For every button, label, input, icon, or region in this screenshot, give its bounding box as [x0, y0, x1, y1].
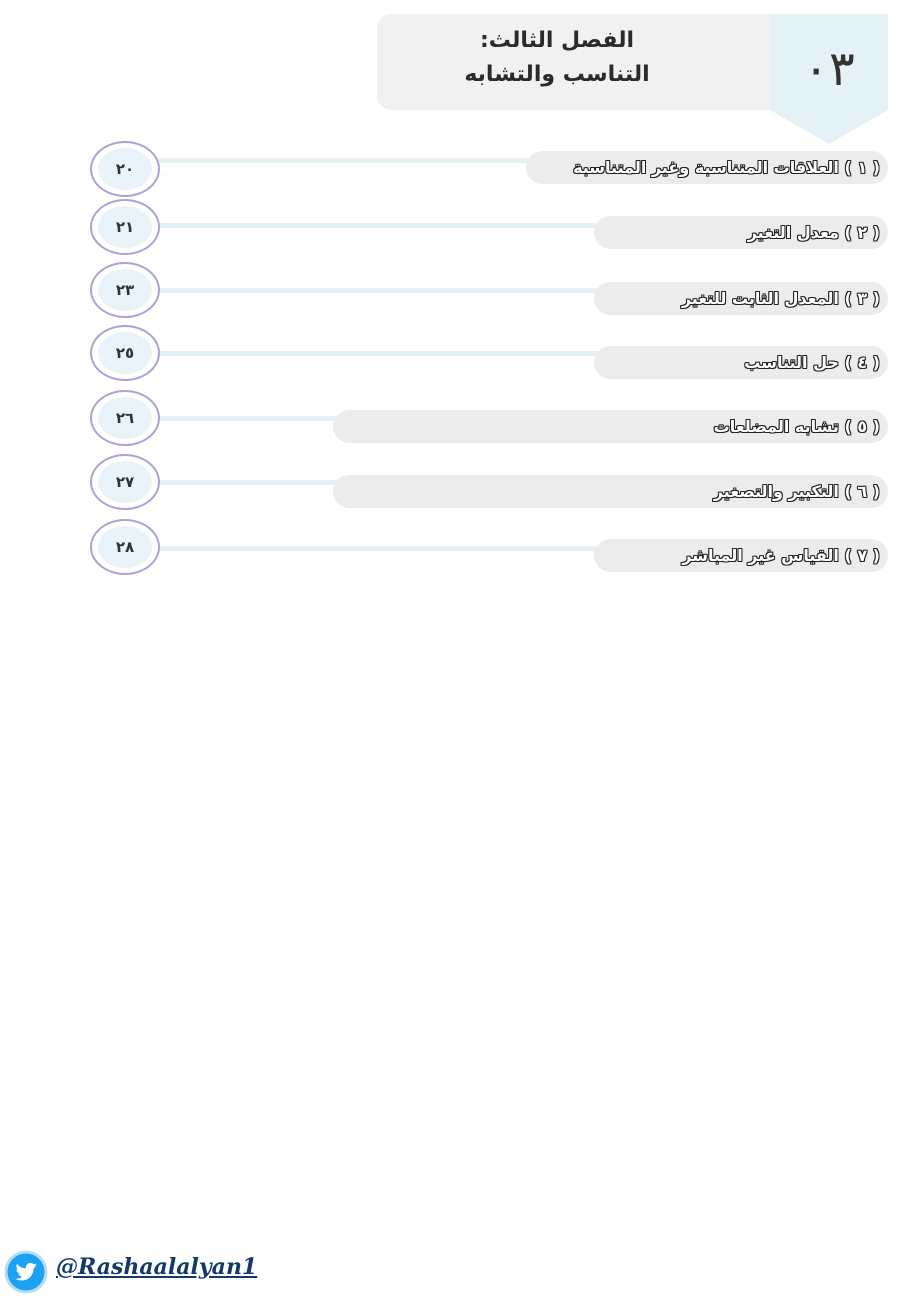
- page-number-badge: [90, 454, 160, 510]
- chapter-title: [377, 24, 737, 92]
- lesson-row-7[interactable]: [0, 522, 900, 594]
- page-number-badge: [90, 141, 160, 197]
- lesson-row-1[interactable]: [0, 134, 900, 206]
- lesson-title[interactable]: ( ٥ ) تشابه المضلعات: [713, 417, 880, 436]
- page-number-badge: [90, 519, 160, 575]
- lesson-title[interactable]: ( ٢ ) معدل التغير: [747, 223, 880, 242]
- twitter-icon[interactable]: [4, 1250, 48, 1294]
- twitter-handle-link[interactable]: @Rashaalalyan1: [56, 1254, 258, 1280]
- page-number: ٢١: [98, 206, 152, 248]
- chapter-title-line1: الفصل الثالث:: [480, 28, 634, 53]
- lesson-title[interactable]: ( ٤ ) حل التناسب: [744, 353, 880, 372]
- page-number: ٢٧: [98, 461, 152, 503]
- lesson-title[interactable]: ( ٣ ) المعدل الثابت للتغير: [681, 289, 880, 308]
- lesson-title[interactable]: ( ٦ ) التكبير والتصغير: [713, 482, 880, 501]
- lesson-row-5[interactable]: [0, 392, 900, 464]
- lesson-connector: [150, 223, 610, 228]
- page-number: ٢٥: [98, 332, 152, 374]
- lesson-row-2[interactable]: [0, 199, 900, 271]
- chapter-title-line2: التناسب والتشابه: [464, 62, 650, 87]
- page-number: ٢٣: [98, 269, 152, 311]
- lesson-connector: [150, 416, 350, 421]
- lesson-title[interactable]: ( ١ ) العلاقات المتناسبة وغير المتناسبة: [573, 158, 880, 177]
- lesson-row-6[interactable]: [0, 456, 900, 528]
- lesson-row-4[interactable]: [0, 327, 900, 399]
- page-number-badge: [90, 325, 160, 381]
- page-number: ٢٨: [98, 526, 152, 568]
- page-number-badge: [90, 199, 160, 255]
- page-number: ٢٦: [98, 397, 152, 439]
- lesson-connector: [150, 480, 350, 485]
- chapter-number: ٠٣: [803, 41, 855, 97]
- lesson-connector: [150, 288, 610, 293]
- lesson-connector: [150, 158, 550, 163]
- page-number: ٢٠: [98, 148, 152, 190]
- lesson-connector: [150, 351, 610, 356]
- page-number-badge: [90, 262, 160, 318]
- lesson-connector: [150, 546, 610, 551]
- lesson-title[interactable]: ( ٧ ) القياس غير المباشر: [682, 546, 880, 565]
- page-number-badge: [90, 390, 160, 446]
